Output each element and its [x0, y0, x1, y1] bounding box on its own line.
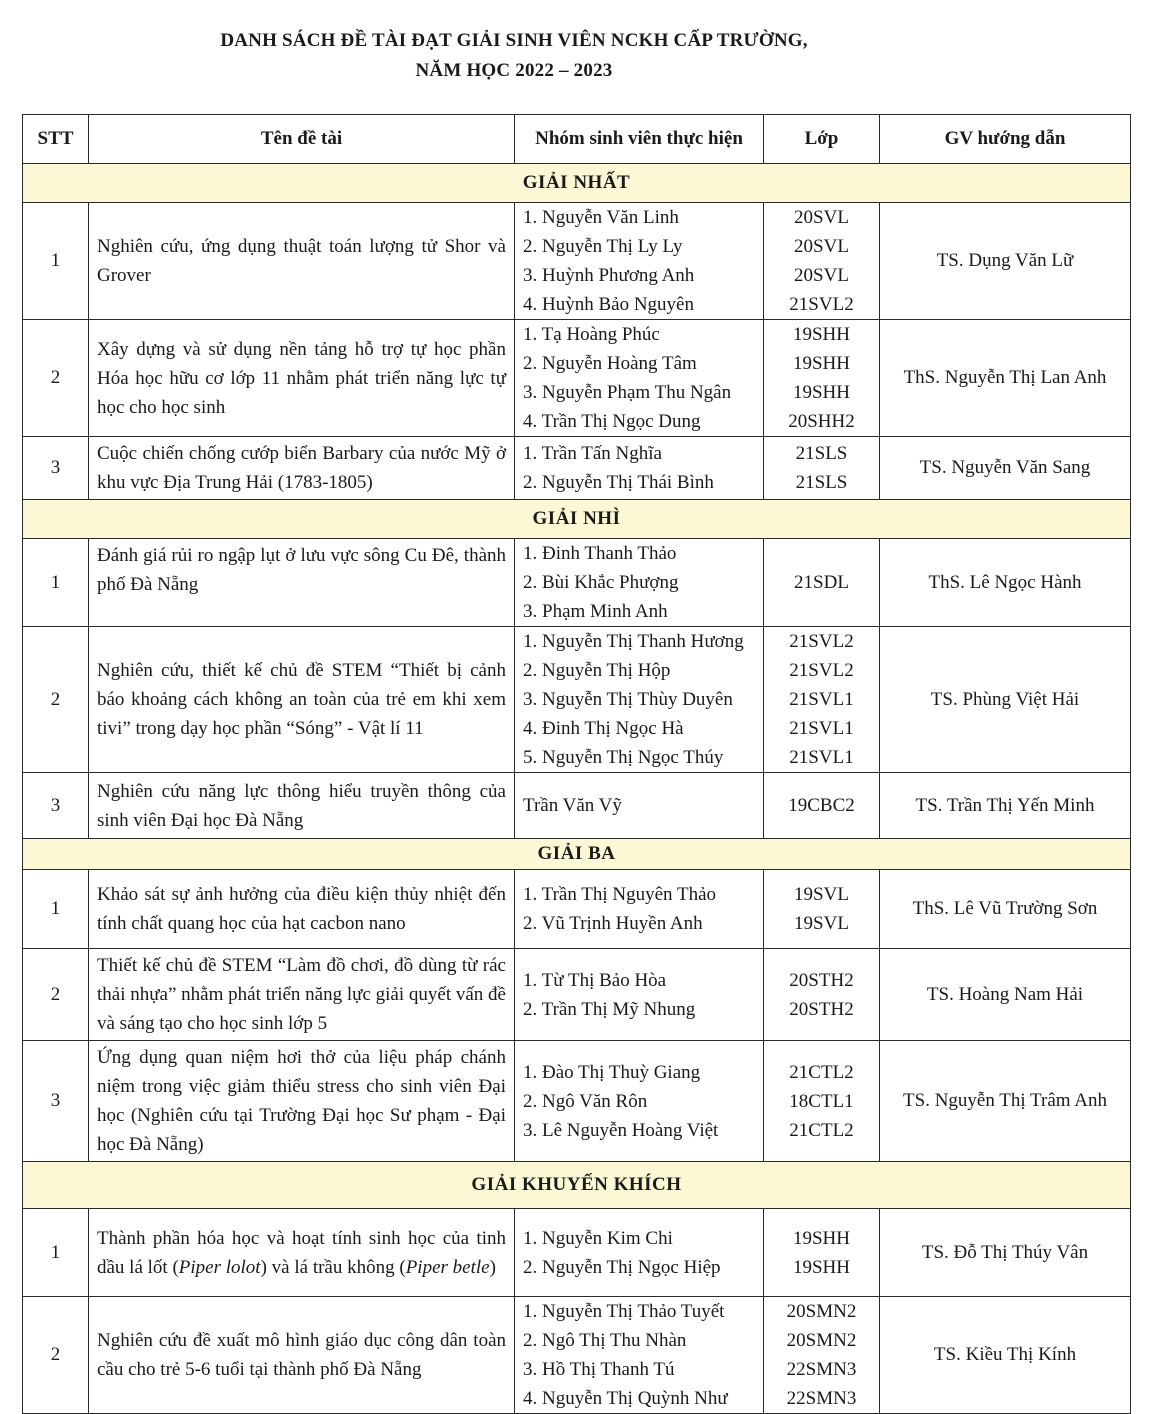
class-code: 21SVL1	[789, 718, 854, 739]
member: 1. Trần Tấn Nghĩa	[523, 443, 662, 464]
row-stt: 3	[23, 773, 89, 839]
class-code: 20STH2	[789, 998, 854, 1020]
class-code: 19SVL	[794, 913, 849, 934]
member: 2. Nguyễn Thị Ngọc Hiệp	[523, 1256, 721, 1278]
member: 4. Trần Thị Ngọc Dung	[523, 411, 701, 432]
row-title: Ứng dụng quan niệm hơi thở của liệu pháp chánh niệm trong việc giảm thiểu stress cho sinh viên Đại học (Nghiên cứu tại Trường Đại học Sư phạm - Đại học Đà Nẵng)	[89, 1041, 515, 1162]
section-label: GIẢI NHẤT	[23, 164, 1131, 203]
class-code: 20SHH2	[788, 411, 855, 432]
document-subtitle: NĂM HỌC 2022 – 2023	[415, 60, 613, 81]
row-members	[515, 1297, 764, 1414]
member: 1. Tạ Hoàng Phúc	[523, 324, 660, 345]
class-code: 19SHH	[792, 1227, 850, 1249]
award-table	[22, 114, 1131, 1414]
class-code: 20STH2	[789, 969, 854, 991]
table-row	[23, 870, 1131, 949]
row-stt: 2	[23, 320, 89, 437]
row-classes	[764, 203, 880, 320]
member: 1. Nguyễn Kim Chi	[523, 1227, 673, 1249]
row-advisor: TS. Đỗ Thị Thúy Vân	[880, 1209, 1131, 1297]
row-advisor: ThS. Nguyễn Thị Lan Anh	[880, 320, 1131, 437]
row-stt: 1	[23, 870, 89, 949]
member: 2. Trần Thị Mỹ Nhung	[523, 998, 696, 1020]
member: 1. Từ Thị Bảo Hòa	[523, 969, 667, 991]
row-members	[515, 627, 764, 773]
class-code: 21SVL2	[789, 294, 854, 315]
section-row	[23, 839, 1131, 870]
table-row	[23, 1297, 1131, 1414]
class-code: 21SDL	[794, 572, 849, 593]
row-members	[515, 773, 764, 839]
row-members	[515, 437, 764, 500]
class-code: 19SHH	[792, 382, 850, 403]
row-title: Cuộc chiến chống cướp biển Barbary của nước Mỹ ở khu vực Địa Trung Hải (1783-1805)	[89, 437, 515, 500]
member: 1. Nguyễn Văn Linh	[523, 207, 679, 228]
class-code: 22SMN3	[786, 1388, 857, 1409]
section-row	[23, 164, 1131, 203]
row-stt: 2	[23, 949, 89, 1041]
row-advisor: TS. Phùng Việt Hải	[880, 627, 1131, 773]
row-title: Nghiên cứu năng lực thông hiểu truyền thông của sinh viên Đại học Đà Nẵng	[89, 773, 515, 839]
class-code: 21CTL2	[789, 1061, 854, 1083]
table-row	[23, 437, 1131, 500]
class-code: 20SVL	[794, 236, 849, 257]
class-code: 22SMN3	[786, 1359, 857, 1380]
row-advisor: TS. Nguyễn Thị Trâm Anh	[880, 1041, 1131, 1162]
header-name: Tên đề tài	[89, 115, 515, 164]
title-text: ) và lá trầu không (	[260, 1256, 406, 1278]
header-stt: STT	[23, 115, 89, 164]
row-classes	[764, 1209, 880, 1297]
member: 2. Vũ Trịnh Huyền Anh	[523, 913, 703, 934]
member: 4. Huỳnh Bảo Nguyên	[523, 294, 694, 315]
class-code: 19CBC2	[788, 795, 855, 816]
class-code: 21SVL2	[789, 660, 854, 681]
row-members	[515, 1209, 764, 1297]
table-row	[23, 539, 1131, 627]
table-row	[23, 627, 1131, 773]
class-code: 19SHH	[792, 324, 850, 345]
class-code: 21CTL2	[789, 1119, 854, 1141]
row-classes	[764, 870, 880, 949]
member: 3. Nguyễn Phạm Thu Ngân	[523, 382, 732, 403]
class-code: 18CTL1	[789, 1090, 854, 1112]
class-code: 21SVL2	[789, 631, 854, 652]
header-row	[23, 115, 1131, 164]
row-advisor: TS. Hoàng Nam Hải	[880, 949, 1131, 1041]
row-classes	[764, 1297, 880, 1414]
row-title	[89, 1209, 515, 1297]
row-stt: 3	[23, 1041, 89, 1162]
member: 4. Đinh Thị Ngọc Hà	[523, 718, 684, 739]
table-row	[23, 203, 1131, 320]
class-code: 20SVL	[794, 207, 849, 228]
row-advisor: TS. Dụng Văn Lữ	[880, 203, 1131, 320]
class-code: 21SVL1	[789, 689, 854, 710]
row-advisor: TS. Trần Thị Yến Minh	[880, 773, 1131, 839]
member: 1. Trần Thị Nguyên Thảo	[523, 884, 716, 905]
member: 2. Nguyễn Thị Hộp	[523, 660, 671, 681]
row-title: Nghiên cứu, thiết kế chủ đề STEM “Thiết bị cảnh báo khoảng cách không an toàn của trẻ em khi xem tivi” trong dạy học phần “Sóng” - Vật lí 11	[89, 627, 515, 773]
class-code: 21SVL1	[789, 747, 854, 768]
member: 2. Ngô Văn Rôn	[523, 1090, 648, 1112]
header-class: Lớp	[764, 115, 880, 164]
header-advisor: GV hướng dẫn	[880, 115, 1131, 164]
member: 5. Nguyễn Thị Ngọc Thúy	[523, 747, 724, 768]
table-row	[23, 1041, 1131, 1162]
row-title: Nghiên cứu đề xuất mô hình giáo dục công dân toàn cầu cho trẻ 5-6 tuổi tại thành phố Đà Nẵng	[89, 1297, 515, 1414]
table-row	[23, 1209, 1131, 1297]
class-code: 19SHH	[792, 1256, 850, 1278]
species-name: Piper betle	[405, 1256, 490, 1278]
row-title: Xây dựng và sử dụng nền tảng hỗ trợ tự học phần Hóa học hữu cơ lớp 11 nhằm phát triển năng lực tự học cho học sinh	[89, 320, 515, 437]
class-code: 19SVL	[794, 884, 849, 905]
class-code: 20SMN2	[786, 1301, 857, 1322]
table-row	[23, 949, 1131, 1041]
row-title: Khảo sát sự ảnh hưởng của điều kiện thủy nhiệt đến tính chất quang học của hạt cacbon nano	[89, 870, 515, 949]
row-classes	[764, 773, 880, 839]
member: 2. Nguyễn Hoàng Tâm	[523, 353, 697, 374]
row-stt: 2	[23, 627, 89, 773]
row-classes	[764, 320, 880, 437]
row-title: Thiết kế chủ đề STEM “Làm đồ chơi, đồ dùng từ rác thải nhựa” nhằm phát triển năng lực giải quyết vấn đề và sáng tạo cho học sinh lớp 5	[89, 949, 515, 1041]
row-classes	[764, 1041, 880, 1162]
row-advisor: TS. Kiều Thị Kính	[880, 1297, 1131, 1414]
row-title: Đánh giá rủi ro ngập lụt ở lưu vực sông Cu Đê, thành phố Đà Nẵng	[89, 539, 515, 627]
table-row	[23, 320, 1131, 437]
class-code: 21SLS	[795, 472, 848, 493]
member: 3. Nguyễn Thị Thùy Duyên	[523, 689, 733, 710]
section-label: GIẢI NHÌ	[23, 500, 1131, 539]
row-members	[515, 1041, 764, 1162]
row-classes	[764, 539, 880, 627]
member: 3. Lê Nguyễn Hoàng Việt	[523, 1119, 719, 1141]
row-members	[515, 949, 764, 1041]
title-text: )	[489, 1256, 496, 1278]
row-title: Nghiên cứu, ứng dụng thuật toán lượng tử Shor và Grover	[89, 203, 515, 320]
row-stt: 1	[23, 1209, 89, 1297]
row-stt: 2	[23, 1297, 89, 1414]
row-advisor: TS. Nguyễn Văn Sang	[880, 437, 1131, 500]
member: Trần Văn Vỹ	[523, 795, 622, 816]
member: 1. Nguyễn Thị Thanh Hương	[523, 631, 744, 652]
header-group: Nhóm sinh viên thực hiện	[515, 115, 764, 164]
class-code: 20SMN2	[786, 1330, 857, 1351]
document-title: DANH SÁCH ĐỀ TÀI ĐẠT GIẢI SINH VIÊN NCKH CẤP TRƯỜNG,	[220, 30, 808, 51]
species-name: Piper lolot	[178, 1256, 261, 1278]
member: 3. Phạm Minh Anh	[523, 601, 668, 622]
title-text: Thành phần hóa học và hoạt tính sinh học của tinh dầu lá lốt (	[97, 1227, 506, 1278]
member: 1. Đào Thị Thuỳ Giang	[523, 1061, 701, 1083]
row-classes	[764, 949, 880, 1041]
member: 2. Nguyễn Thị Thái Bình	[523, 472, 714, 493]
class-code: 21SLS	[795, 443, 848, 464]
class-code: 19SHH	[792, 353, 850, 374]
member: 2. Nguyễn Thị Ly Ly	[523, 236, 683, 257]
row-classes	[764, 437, 880, 500]
row-members	[515, 203, 764, 320]
member: 1. Đinh Thanh Thảo	[523, 543, 677, 564]
row-stt: 1	[23, 203, 89, 320]
section-label: GIẢI KHUYẾN KHÍCH	[23, 1162, 1131, 1209]
row-advisor: ThS. Lê Ngọc Hành	[880, 539, 1131, 627]
row-stt: 3	[23, 437, 89, 500]
member: 3. Huỳnh Phương Anh	[523, 265, 695, 286]
row-members	[515, 320, 764, 437]
member: 2. Ngô Thị Thu Nhàn	[523, 1330, 687, 1351]
row-members	[515, 539, 764, 627]
table-row	[23, 773, 1131, 839]
section-row	[23, 1162, 1131, 1209]
section-row	[23, 500, 1131, 539]
row-members	[515, 870, 764, 949]
class-code: 20SVL	[794, 265, 849, 286]
member: 1. Nguyễn Thị Thảo Tuyết	[523, 1301, 725, 1322]
row-classes	[764, 627, 880, 773]
row-stt: 1	[23, 539, 89, 627]
row-advisor: ThS. Lê Vũ Trường Sơn	[880, 870, 1131, 949]
member: 2. Bùi Khắc Phượng	[523, 572, 679, 593]
member: 4. Nguyễn Thị Quỳnh Như	[523, 1388, 728, 1409]
member: 3. Hồ Thị Thanh Tú	[523, 1359, 675, 1380]
section-label: GIẢI BA	[23, 839, 1131, 870]
